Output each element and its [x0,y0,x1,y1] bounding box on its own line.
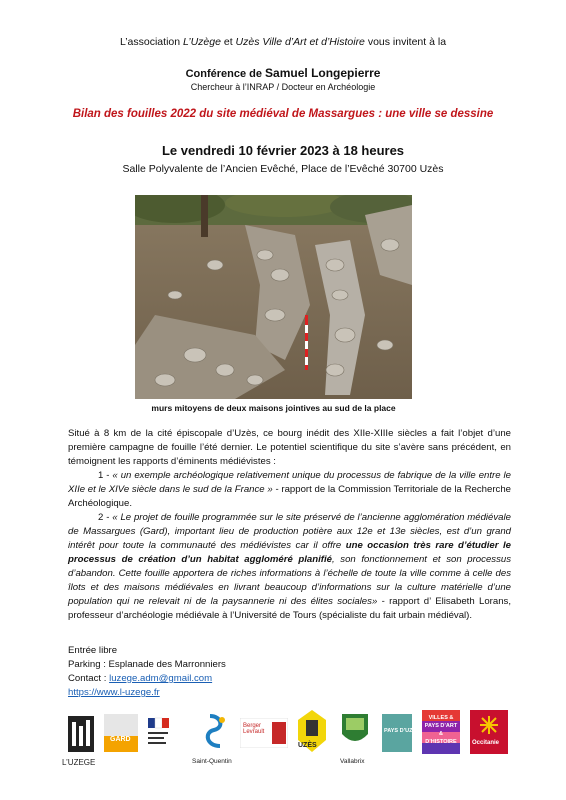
occitanie-logo [470,710,508,754]
vah-label: VILLES & PAYS D’ART & D’HISTOIRE [424,715,458,745]
org-uzege: L’Uzège [183,36,221,48]
entry-info: Entrée libre [68,645,118,656]
vallabrix-label: Vallabrix [340,758,365,765]
intro-paragraph: Situé à 8 km de la cité épiscopale d’Uzès, ce bourg inédit des XIIe-XIIIe siècles a fait l’objet d’une première campagne de fouille l’été dernier. Le potentiel scientifique du site s’avère sans précédent, en témoignent les rapports d’éminents médiévistes : [68,428,511,467]
gard-label: GARD [110,736,131,743]
conference-subject: Bilan des fouilles 2022 du site médiéval de Massargues : une ville se dessine [72,108,494,120]
vallabrix-logo [342,714,368,748]
occitanie-label: Occitanie [472,740,500,746]
org-uzes-vah: Uzès Ville d’Art et d’Histoire [235,36,365,48]
website-link[interactable]: https://www.l-uzege.fr [68,687,160,698]
republique-logo [146,716,172,752]
gard-logo [104,714,138,752]
practical-info [68,644,226,700]
quote-2: 2 - « Le projet de fouille programmée sur le site préservé de l’ancienne agglomération médiévale de Massargues (Gard), important lieu de production potière aux 12e et 13e siècles, est d’un grand intérêt pour toute la communauté des médiévistes car il offre une occasion très rare d’étudier le processus de création d’un habitat aggloméré planifié, son fonctionnement et son processus d’abandon. Cette fouille apportera de riches informations à l’échelle de toute la ville comme à celle des îlots et des maisons médiévales en livrant beaucoup d’informations sur la culture matérielle d’une population qui ne relevait ni de la paysannerie ni des élites sociales» - rapport d’ Elisabeth Lorans, professeur d’archéologie médiévale à l’Université de Tours (spécialiste du fait urbain médiéval). [68,512,511,621]
invitation-line: L’association L’Uzège et Uzès Ville d’Art et d’Histoire vous invitent à la [119,36,447,48]
uzege-logo [68,716,94,752]
photo-caption: murs mitoyens de deux maisons jointives au sud de la place [151,403,396,413]
email-link[interactable]: luzege.adm@gmail.com [109,673,213,684]
speaker-role: Chercheur à l’INRAP / Docteur en Archéologie [190,82,376,92]
saint-quentin-logo [200,712,230,750]
uzes-label: UZÈS [298,742,317,749]
body-text [68,427,511,623]
berger-label: Berger Levrault [243,723,265,735]
pays-uzes-label: PAYS D’UZÈS [384,728,420,734]
speaker-name: Samuel Longepierre [265,66,381,80]
event-date: Le vendredi 10 février 2023 à 18 heures [161,143,405,158]
saint-quentin-label: Saint-Quentin [192,758,232,765]
event-venue: Salle Polyvalente de l’Ancien Evêché, Place de l’Evêché 30700 Uzès [122,163,444,175]
uzege-label: L’UZEGE [62,758,96,767]
excavation-photo [135,195,412,399]
conference-title: Conférence de Samuel Longepierre [185,66,381,80]
contact-line: Contact : luzege.adm@gmail.com [68,673,213,684]
partner-logos [60,708,520,788]
quote-1: 1 - « un exemple archéologique relativement unique du processus de fabrique de la ville entre le XIIe et le XIVe siècle dans le sud de la France » - rapport de la Commission Territoriale de la Recherche Archéologique. [68,470,511,509]
parking-info: Parking : Esplanade des Marronniers [68,659,226,670]
